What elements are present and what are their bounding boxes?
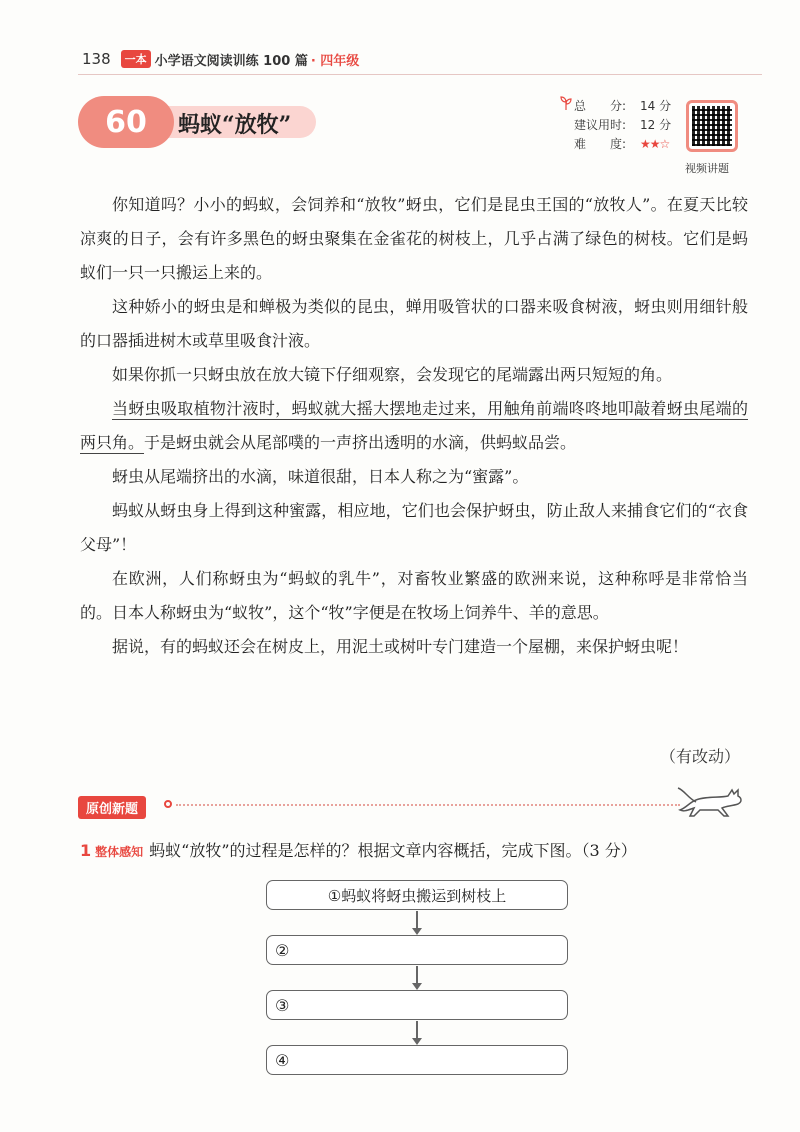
flow-arrow-2	[416, 966, 418, 984]
flow-arrow-3	[416, 1021, 418, 1039]
cat-icon	[676, 780, 750, 824]
paragraph-4	[80, 392, 748, 460]
question-1	[80, 838, 637, 861]
flow-step-2-number: ②	[275, 940, 290, 960]
total-label: 总 分:	[574, 99, 627, 113]
info-total	[574, 97, 671, 116]
section-dot	[164, 800, 172, 808]
total-value: 14 分	[640, 99, 672, 113]
flow-step-1: ①蚂蚁将蚜虫搬运到树枝上	[266, 880, 568, 910]
flow-step-3-number: ③	[275, 995, 290, 1015]
article	[80, 188, 748, 664]
time-value: 12 分	[640, 118, 672, 132]
info-difficulty	[574, 135, 671, 154]
paragraph-1: 你知道吗？小小的蚂蚁，会饲养和“放牧”蚜虫，它们是昆虫王国的“放牧人”。在夏天比较凉爽的日子，会有许多黑色的蚜虫聚集在金雀花的树枝上，几乎占满了绿色的树枝。它们是蚂蚁们一只一只搬运上来的。	[80, 195, 748, 282]
time-label: 建议用时:	[574, 118, 627, 132]
qr-code-icon[interactable]	[686, 100, 738, 152]
question-tag: 整体感知	[95, 845, 144, 859]
video-label: 视频讲题	[685, 162, 729, 175]
page-header	[82, 48, 762, 70]
lesson-title: 蚂蚁“放牧”	[178, 112, 292, 138]
paragraph-6: 蚂蚁从蚜虫身上得到这种蜜露，相应地，它们也会保护蚜虫，防止敌人来捕食它们的“衣食父母”！	[80, 501, 748, 554]
question-text: 蚂蚁“放牧”的过程是怎样的？根据文章内容概括，完成下图。（3 分）	[149, 841, 637, 860]
flow-step-4[interactable]	[266, 1045, 568, 1075]
grade-label: · 四年级	[310, 53, 360, 69]
leaf-icon	[560, 96, 572, 113]
book-logo: 一本	[121, 50, 151, 68]
paragraph-5: 蚜虫从尾端挤出的水滴，味道很甜，日本人称之为“蜜露”。	[112, 467, 529, 486]
book-title: 小学语文阅读训练 100 篇	[154, 53, 308, 69]
difficulty-stars: ★★☆	[640, 137, 670, 151]
page-number: 138	[82, 50, 111, 68]
flow-step-4-number: ④	[275, 1050, 290, 1070]
question-number: 1	[80, 841, 92, 860]
flow-step-2[interactable]	[266, 935, 568, 965]
header-divider	[78, 74, 762, 75]
underlined-sentence: 当蚜虫吸取植物汁液时，蚂蚁就大摇大摆地走过来，用触角前端咚咚地叩敲着蚜虫尾端的两只角。	[80, 399, 748, 452]
credit-note: （有改动）	[659, 747, 740, 766]
flow-step-3[interactable]	[266, 990, 568, 1020]
section-label: 原创新题	[78, 796, 146, 819]
difficulty-label: 难 度:	[574, 137, 627, 151]
paragraph-2: 这种娇小的蚜虫是和蝉极为类似的昆虫，蝉用吸管状的口器来吸食树液，蚜虫则用细针般的口器插进树木或草里吸食汁液。	[80, 297, 748, 350]
paragraph-7: 在欧洲，人们称蚜虫为“蚂蚁的乳牛”，对畜牧业繁盛的欧洲来说，这种称呼是非常恰当的。日本人称蚜虫为“蚁牧”，这个“牧”字便是在牧场上饲养牛、羊的意思。	[80, 569, 748, 622]
paragraph-3: 如果你抓一只蚜虫放在放大镜下仔细观察，会发现它的尾端露出两只短短的角。	[112, 365, 673, 384]
info-time	[574, 116, 671, 135]
info-box	[574, 97, 671, 154]
lesson-number: 60	[78, 96, 174, 148]
paragraph-8: 据说，有的蚂蚁还会在树皮上，用泥土或树叶专门建造一个屋棚，来保护蚜虫呢！	[112, 637, 689, 656]
section-divider	[176, 804, 680, 806]
paragraph-4-rest: 于是蚜虫就会从尾部噗的一声挤出透明的水滴，供蚂蚁品尝。	[144, 433, 577, 452]
flow-arrow-1	[416, 911, 418, 929]
